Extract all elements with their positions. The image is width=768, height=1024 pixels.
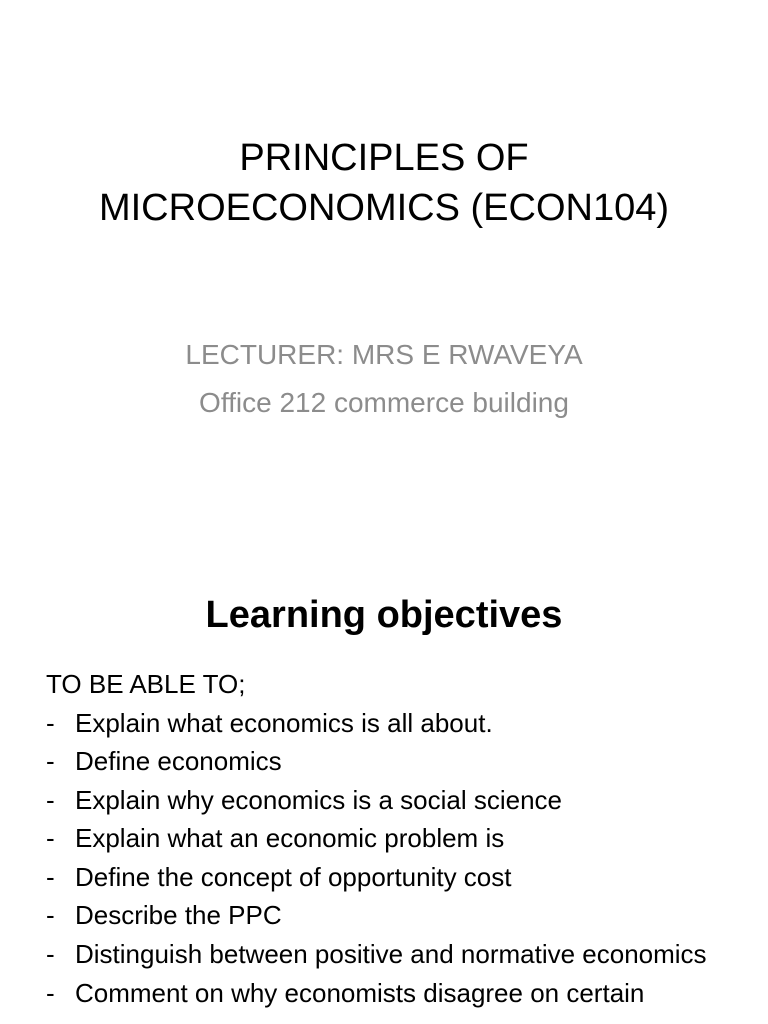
objectives-title: Learning objectives: [205, 594, 563, 636]
list-item-text: Define the concept of opportunity cost: [75, 861, 512, 892]
list-item-text: Define economics: [75, 746, 282, 776]
list-item-text: Explain what an economic problem is: [75, 823, 505, 853]
objectives-intro: TO BE ABLE TO;: [46, 669, 246, 699]
bullet-dash: -: [46, 900, 55, 930]
bullet-dash: -: [46, 707, 55, 738]
list-item-text: Explain what economics is all about.: [75, 707, 493, 738]
list-item: [46, 819, 728, 858]
bullet-dash: -: [46, 938, 55, 969]
title-line-1: PRINCIPLES OF: [239, 137, 529, 179]
list-item: [46, 974, 728, 1013]
list-item-text: Distinguish between positive and normative economics: [75, 938, 707, 969]
list-item-text: Explain why economics is a social science: [75, 784, 562, 815]
list-item: [46, 781, 728, 820]
slide-subtitle: [0, 331, 768, 427]
list-item: [46, 742, 728, 781]
list-item: [46, 858, 728, 897]
lecturer-line: LECTURER: MRS E RWAVEYA: [185, 339, 583, 370]
bullet-dash: -: [46, 861, 55, 892]
list-item: [46, 704, 728, 743]
bullet-dash: -: [46, 784, 55, 815]
objectives-body: [46, 665, 728, 1012]
slide-title: [0, 133, 768, 233]
list-item-text: Describe the PPC: [75, 900, 282, 930]
objectives-list: [46, 704, 728, 1013]
list-item-text: Comment on why economists disagree on certain: [75, 977, 645, 1008]
list-item: [46, 935, 728, 974]
office-line: Office 212 commerce building: [199, 387, 569, 418]
objectives-slide: [0, 560, 768, 1024]
bullet-dash: -: [46, 977, 55, 1008]
list-item: [46, 896, 728, 935]
title-line-2: MICROECONOMICS (ECON104): [98, 187, 670, 229]
bullet-dash: -: [46, 746, 55, 776]
bullet-dash: -: [46, 823, 55, 853]
